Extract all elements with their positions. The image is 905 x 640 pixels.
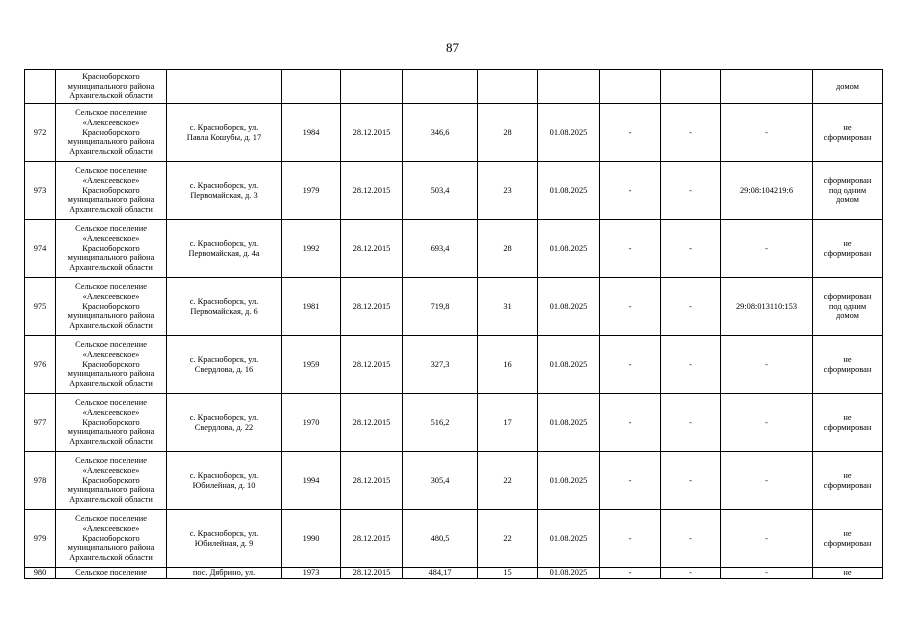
table-row: [25, 510, 883, 568]
settlement-line: Красноборского: [82, 533, 140, 543]
settlement-line: муниципального района: [67, 137, 155, 147]
recognition-date-cell: 28.12.2015: [341, 394, 403, 452]
row-number-cell: 978: [25, 452, 56, 510]
settlement-line: Красноборского: [82, 71, 140, 81]
address-line: с. Красноборск, ул.: [189, 528, 259, 538]
status-line: сформирован: [823, 291, 872, 301]
resettlement-deadline-cell: 01.08.2025: [538, 452, 600, 510]
address-line: с. Красноборск, ул.: [189, 238, 259, 248]
status-line: под одним: [828, 185, 867, 195]
settlement-line: Сельское поселение: [75, 165, 147, 175]
status-line: домом: [836, 195, 859, 205]
address-line: Первомайская, д. 4а: [188, 248, 260, 258]
resettlement-deadline-cell: 01.08.2025: [538, 104, 600, 162]
status-line: не: [843, 568, 852, 578]
settlement-line: Архангельской области: [69, 91, 153, 101]
settlement-line: Красноборского: [82, 301, 140, 311]
address-line: Первомайская, д. 3: [190, 190, 258, 200]
address-line: Юбилейная, д. 10: [192, 480, 256, 490]
area-cell: 480,5: [403, 510, 478, 568]
area-cell: 719,8: [403, 278, 478, 336]
settlement-line: муниципального района: [67, 81, 155, 91]
year-cell: 1970: [282, 394, 341, 452]
area-cell: 693,4: [403, 220, 478, 278]
area-cell: 327,3: [403, 336, 478, 394]
status-line: сформирован: [823, 480, 872, 490]
column-a-cell: -: [600, 278, 661, 336]
cadastral-number-cell: -: [721, 452, 813, 510]
row-number-cell: 980: [25, 568, 56, 579]
settlement-line: Сельское поселение: [75, 397, 147, 407]
empty-cell: [661, 70, 721, 104]
land-status-cell: [813, 104, 883, 162]
area-cell: 516,2: [403, 394, 478, 452]
recognition-date-cell: 28.12.2015: [341, 452, 403, 510]
column-b-cell: -: [661, 452, 721, 510]
resettlement-deadline-cell: 01.08.2025: [538, 510, 600, 568]
row-number-cell: 972: [25, 104, 56, 162]
housing-registry-table: [24, 69, 883, 579]
year-cell: 1990: [282, 510, 341, 568]
settlement-line: Красноборского: [82, 475, 140, 485]
cadastral-number-cell: -: [721, 220, 813, 278]
empty-cell: [403, 70, 478, 104]
year-cell: 1959: [282, 336, 341, 394]
settlement-line: Архангельской области: [69, 147, 153, 157]
empty-cell: [341, 70, 403, 104]
land-status-cell: [813, 278, 883, 336]
resettlement-deadline-cell: 01.08.2025: [538, 394, 600, 452]
column-a-cell: -: [600, 452, 661, 510]
year-cell: 1979: [282, 162, 341, 220]
settlement-line: муниципального района: [67, 485, 155, 495]
resettlement-deadline-cell: 01.08.2025: [538, 568, 600, 579]
residents-cell: 22: [478, 510, 538, 568]
land-status-cell: [813, 510, 883, 568]
address-cell: [167, 162, 282, 220]
residents-cell: 17: [478, 394, 538, 452]
settlement-line: Сельское поселение: [75, 223, 147, 233]
row-number-cell: 979: [25, 510, 56, 568]
settlement-line: Архангельской области: [69, 205, 153, 215]
page-number: 87: [446, 40, 459, 55]
status-line: домом: [836, 81, 859, 91]
address-line: Юбилейная, д. 9: [194, 538, 254, 548]
settlement-cell: [56, 568, 167, 579]
residents-cell: 28: [478, 220, 538, 278]
address-cell: [167, 452, 282, 510]
column-b-cell: -: [661, 278, 721, 336]
column-a-cell: -: [600, 394, 661, 452]
row-number-cell: 977: [25, 394, 56, 452]
status-line: сформирован: [823, 538, 872, 548]
cadastral-number-cell: -: [721, 510, 813, 568]
table-row: [25, 278, 883, 336]
settlement-cell: [56, 104, 167, 162]
settlement-line: Красноборского: [82, 359, 140, 369]
land-status-cell: [813, 568, 883, 579]
status-line: сформирован: [823, 175, 872, 185]
status-line: не: [843, 122, 852, 132]
year-cell: 1994: [282, 452, 341, 510]
row-number-cell: 975: [25, 278, 56, 336]
recognition-date-cell: 28.12.2015: [341, 510, 403, 568]
table-row-continued: [25, 70, 883, 104]
settlement-line: Красноборского: [82, 243, 140, 253]
cadastral-number-cell: -: [721, 104, 813, 162]
column-b-cell: -: [661, 162, 721, 220]
year-cell: 1973: [282, 568, 341, 579]
residents-cell: 16: [478, 336, 538, 394]
address-cell: [167, 220, 282, 278]
status-line: не: [843, 528, 852, 538]
year-cell: 1984: [282, 104, 341, 162]
address-cell: [167, 510, 282, 568]
column-a-cell: -: [600, 568, 661, 579]
empty-cell: [538, 70, 600, 104]
empty-cell: [478, 70, 538, 104]
table-row: [25, 104, 883, 162]
cadastral-number-cell: 29:08:013110:153: [721, 278, 813, 336]
address-cell: [167, 394, 282, 452]
cadastral-number-cell: -: [721, 336, 813, 394]
address-line: Свердлова, д. 16: [194, 364, 254, 374]
residents-cell: 31: [478, 278, 538, 336]
settlement-line: муниципального района: [67, 195, 155, 205]
table-row: [25, 162, 883, 220]
table-row: [25, 336, 883, 394]
settlement-line: Архангельской области: [69, 321, 153, 331]
column-a-cell: -: [600, 162, 661, 220]
address-line: с. Красноборск, ул.: [189, 296, 259, 306]
cadastral-number-cell: -: [721, 568, 813, 579]
recognition-date-cell: 28.12.2015: [341, 278, 403, 336]
address-line: с. Красноборск, ул.: [189, 470, 259, 480]
settlement-cell: [56, 394, 167, 452]
settlement-line: муниципального района: [67, 369, 155, 379]
settlement-line: Сельское поселение: [75, 513, 147, 523]
settlement-line: Сельское поселение: [75, 107, 147, 117]
cadastral-number-cell: 29:08:104219:6: [721, 162, 813, 220]
address-cell: [167, 104, 282, 162]
settlement-line: муниципального района: [67, 311, 155, 321]
settlement-cell: [56, 336, 167, 394]
settlement-line: муниципального района: [67, 253, 155, 263]
table-row: [25, 220, 883, 278]
column-a-cell: -: [600, 510, 661, 568]
settlement-cell: [56, 220, 167, 278]
residents-cell: 28: [478, 104, 538, 162]
settlement-line: Архангельской области: [69, 495, 153, 505]
status-line: сформирован: [823, 364, 872, 374]
settlement-line: муниципального района: [67, 543, 155, 553]
recognition-date-cell: 28.12.2015: [341, 104, 403, 162]
status-line: не: [843, 470, 852, 480]
column-b-cell: -: [661, 510, 721, 568]
status-line: домом: [836, 311, 859, 321]
settlement-cell: [56, 510, 167, 568]
recognition-date-cell: 28.12.2015: [341, 568, 403, 579]
status-line: сформирован: [823, 248, 872, 258]
area-cell: 346,6: [403, 104, 478, 162]
land-status-cell: [813, 162, 883, 220]
settlement-line: Сельское поселение: [75, 455, 147, 465]
settlement-line: Сельское поселение: [75, 568, 147, 578]
residents-cell: 22: [478, 452, 538, 510]
address-line: с. Красноборск, ул.: [189, 122, 259, 132]
area-cell: 305,4: [403, 452, 478, 510]
settlement-line: Архангельской области: [69, 263, 153, 273]
row-number-cell: 974: [25, 220, 56, 278]
settlement-line: «Алексеевское»: [82, 117, 140, 127]
column-b-cell: -: [661, 336, 721, 394]
status-line: не: [843, 412, 852, 422]
settlement-line: Сельское поселение: [75, 281, 147, 291]
column-b-cell: -: [661, 104, 721, 162]
empty-cell: [600, 70, 661, 104]
table-row: [25, 394, 883, 452]
status-line: сформирован: [823, 422, 872, 432]
settlement-line: «Алексеевское»: [82, 465, 140, 475]
table-row: [25, 452, 883, 510]
settlement-line: «Алексеевское»: [82, 523, 140, 533]
address-cell: [167, 568, 282, 579]
settlement-line: Красноборского: [82, 185, 140, 195]
settlement-line: Сельское поселение: [75, 339, 147, 349]
recognition-date-cell: 28.12.2015: [341, 336, 403, 394]
address-line: с. Красноборск, ул.: [189, 412, 259, 422]
land-status-cell: [813, 70, 883, 104]
address-line: Павла Кошубы, д. 17: [186, 132, 262, 142]
recognition-date-cell: 28.12.2015: [341, 162, 403, 220]
address-line: Первомайская, д. 6: [190, 306, 258, 316]
row-number-cell: 976: [25, 336, 56, 394]
land-status-cell: [813, 336, 883, 394]
residents-cell: 15: [478, 568, 538, 579]
empty-cell: [167, 70, 282, 104]
cadastral-number-cell: -: [721, 394, 813, 452]
residents-cell: 23: [478, 162, 538, 220]
settlement-cell: [56, 278, 167, 336]
address-line: с. Красноборск, ул.: [189, 354, 259, 364]
resettlement-deadline-cell: 01.08.2025: [538, 162, 600, 220]
settlement-line: «Алексеевское»: [82, 407, 140, 417]
resettlement-deadline-cell: 01.08.2025: [538, 278, 600, 336]
row-number-cell: 973: [25, 162, 56, 220]
table-body: [25, 70, 883, 579]
area-cell: 503,4: [403, 162, 478, 220]
settlement-line: Красноборского: [82, 417, 140, 427]
status-line: не: [843, 354, 852, 364]
column-b-cell: -: [661, 220, 721, 278]
address-line: с. Красноборск, ул.: [189, 180, 259, 190]
address-cell: [167, 336, 282, 394]
table-row-partial: [25, 568, 883, 579]
year-cell: 1992: [282, 220, 341, 278]
status-line: не: [843, 238, 852, 248]
column-a-cell: -: [600, 104, 661, 162]
settlement-line: муниципального района: [67, 427, 155, 437]
land-status-cell: [813, 394, 883, 452]
column-a-cell: -: [600, 336, 661, 394]
settlement-line: Архангельской области: [69, 553, 153, 563]
area-cell: 484,17: [403, 568, 478, 579]
recognition-date-cell: 28.12.2015: [341, 220, 403, 278]
settlement-line: Архангельской области: [69, 437, 153, 447]
address-line: Свердлова, д. 22: [194, 422, 254, 432]
address-cell: [167, 278, 282, 336]
settlement-cell: [56, 452, 167, 510]
resettlement-deadline-cell: 01.08.2025: [538, 220, 600, 278]
column-b-cell: -: [661, 394, 721, 452]
empty-cell: [721, 70, 813, 104]
row-number-cell: [25, 70, 56, 104]
land-status-cell: [813, 452, 883, 510]
year-cell: 1981: [282, 278, 341, 336]
resettlement-deadline-cell: 01.08.2025: [538, 336, 600, 394]
settlement-line: Красноборского: [82, 127, 140, 137]
settlement-line: Архангельской области: [69, 379, 153, 389]
land-status-cell: [813, 220, 883, 278]
column-a-cell: -: [600, 220, 661, 278]
column-b-cell: -: [661, 568, 721, 579]
settlement-line: «Алексеевское»: [82, 175, 140, 185]
address-line: пос. Дябрино, ул.: [192, 568, 256, 578]
status-line: сформирован: [823, 132, 872, 142]
settlement-line: «Алексеевское»: [82, 349, 140, 359]
empty-cell: [282, 70, 341, 104]
status-line: под одним: [828, 301, 867, 311]
settlement-line: «Алексеевское»: [82, 233, 140, 243]
settlement-cell: [56, 70, 167, 104]
settlement-line: «Алексеевское»: [82, 291, 140, 301]
settlement-cell: [56, 162, 167, 220]
